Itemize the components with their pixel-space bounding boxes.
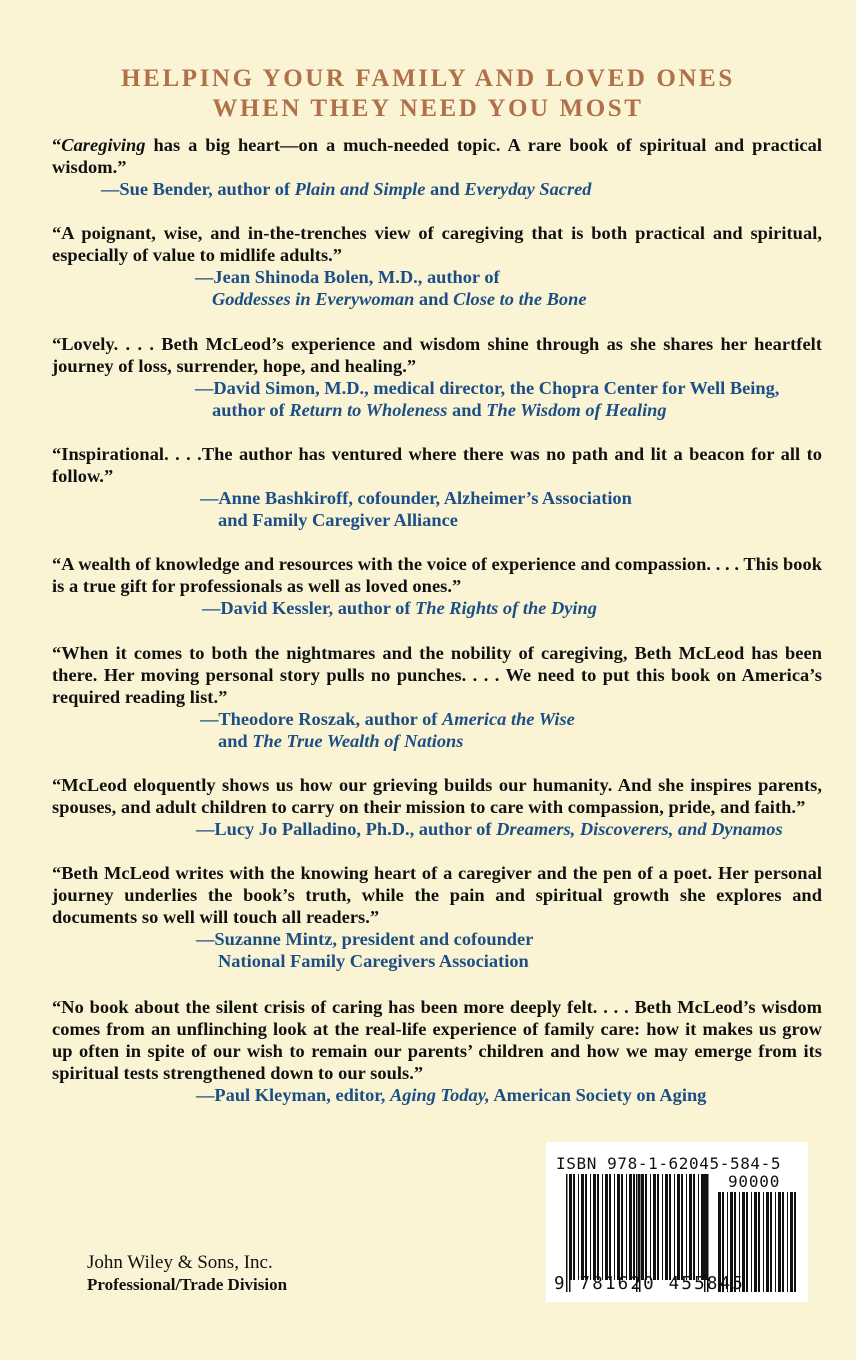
endorsement-quote: [52, 996, 822, 1106]
barcode-bar: [763, 1192, 764, 1292]
quote-attribution: —Paul Kleyman, editor, Aging Today, American Society on Aging: [196, 1085, 707, 1105]
quote-attribution: —Lucy Jo Palladino, Ph.D., author of Dreamers, Discoverers, and Dynamos: [196, 819, 783, 839]
publisher-name: John Wiley & Sons, Inc.: [87, 1252, 273, 1273]
headline-line-1: HELPING YOUR FAMILY AND LOVED ONES: [121, 65, 735, 92]
barcode-bar: [754, 1192, 757, 1292]
quote-attribution: —Theodore Roszak, author of America the Wise: [200, 709, 575, 729]
barcode-bar: [638, 1174, 639, 1280]
quote-attribution-line2: and Family Caregiver Alliance: [218, 510, 458, 530]
isbn-label: ISBN 978-1-62045-584-5: [556, 1154, 782, 1173]
quote-text: “Inspirational. . . .The author has ventured where there was no path and lit a beacon for all to follow.”: [52, 444, 822, 486]
barcode-bar: [794, 1192, 796, 1292]
quote-text: “No book about the silent crisis of caring has been more deeply felt. . . . Beth McLeod’s wisdom comes from an unflinching look at the real-life experience of family care: how it makes us grow up often in spite of our wish to remain our parents’ children and how we may emerge from its spiritual tests strengthened down to our souls.”: [52, 997, 822, 1083]
endorsement-quote: [52, 642, 822, 752]
quote-attribution-titles: author of Return to Wholeness and The Wisdom of Healing: [212, 400, 667, 420]
barcode-bar: [758, 1192, 760, 1292]
quote-attribution: —Suzanne Mintz, president and cofounder: [196, 929, 534, 949]
barcode-bar: [766, 1192, 769, 1292]
barcode-bar: [674, 1174, 675, 1280]
quote-text: “A poignant, wise, and in-the-trenches view of caregiving that is both practical and spiritual, especially of value to midlife adults.”: [52, 223, 822, 265]
quote-attribution: —Sue Bender, author of Plain and Simple and Everyday Sacred: [101, 179, 592, 199]
endorsement-quote: [52, 553, 822, 619]
quote-text: “McLeod eloquently shows us how our grieving builds our humanity. And she inspires parents, spouses, and adult children to carry on their mission to care with compassion, pride, and faith.”: [52, 775, 822, 817]
quote-text: “A wealth of knowledge and resources with the voice of experience and compassion. . . . This book is a true gift for professionals as well as loved ones.”: [52, 554, 822, 596]
ean-number: 9 781620 455845: [554, 1274, 746, 1294]
barcode-bar: [617, 1174, 620, 1280]
barcode-bar: [621, 1174, 623, 1280]
barcode-bar: [787, 1192, 788, 1292]
barcode-bar: [662, 1174, 663, 1280]
barcode-bar: [790, 1192, 793, 1292]
barcode-bar: [775, 1192, 776, 1292]
headline-line-2: WHEN THEY NEED YOU MOST: [212, 95, 644, 122]
endorsement-quote: [52, 443, 822, 531]
quote-text: “Lovely. . . . Beth McLeod’s experience and wisdom shine through as she shares her heartfelt journey of loss, surrender, hope, and healing.”: [52, 334, 822, 376]
barcode-bar: [581, 1174, 584, 1280]
endorsement-quote: [52, 333, 822, 421]
endorsement-quote: [52, 774, 822, 840]
quote-text: “Beth McLeod writes with the knowing heart of a caregiver and the pen of a poet. Her personal journey underlies the book’s truth, while the pain and spiritual growth she explores and documents so well will touch all readers.”: [52, 863, 822, 927]
barcode-bar: [602, 1174, 603, 1280]
publisher-division: Professional/Trade Division: [87, 1275, 288, 1294]
barcode-bar: [746, 1192, 748, 1292]
barcode-bar: [698, 1174, 699, 1280]
quote-attribution: —David Kessler, author of The Rights of the Dying: [202, 598, 597, 618]
barcode-bar: [641, 1174, 644, 1280]
barcode-bar: [665, 1174, 668, 1280]
barcode-bar: [701, 1174, 704, 1280]
quote-attribution: —Anne Bashkiroff, cofounder, Alzheimer’s Association: [200, 488, 632, 508]
quote-text: “Caregiving has a big heart—on a much-needed topic. A rare book of spiritual and practical wisdom.”: [52, 135, 822, 177]
quote-attribution-line2: National Family Caregivers Association: [218, 951, 529, 971]
barcode-bar: [650, 1174, 651, 1280]
quote-attribution: —Jean Shinoda Bolen, M.D., author of: [195, 267, 500, 287]
price-addon-number: 90000: [728, 1172, 781, 1191]
barcode-bar: [605, 1174, 608, 1280]
barcode-bar: [653, 1174, 656, 1280]
barcode-bar: [681, 1174, 683, 1280]
barcode-bar: [626, 1174, 627, 1280]
barcode-bar: [778, 1192, 781, 1292]
barcode-bar: [590, 1174, 591, 1280]
barcode-bar: [677, 1174, 680, 1280]
barcode-bar: [751, 1192, 752, 1292]
barcode-bar: [597, 1174, 599, 1280]
barcode-bar: [609, 1174, 611, 1280]
quote-attribution-titles: Goddesses in Everywoman and Close to the Bone: [212, 289, 587, 309]
barcode-bar: [585, 1174, 587, 1280]
barcode-bar: [782, 1192, 784, 1292]
barcode-bar: [633, 1174, 635, 1280]
endorsement-quote: [52, 222, 822, 310]
barcode-bar: [686, 1174, 687, 1280]
back-cover-headline: [0, 64, 856, 124]
barcode-bar: [573, 1174, 575, 1280]
book-title: Caregiving: [61, 135, 146, 155]
barcode-bar: [669, 1174, 671, 1280]
barcode-bar: [614, 1174, 615, 1280]
endorsement-quote: [52, 862, 822, 972]
barcode-bar: [578, 1174, 579, 1280]
barcode-bar: [593, 1174, 596, 1280]
quote-text: “When it comes to both the nightmares and the nobility of caregiving, Beth McLeod has been there. Her moving personal story pulls no punches. . . . We need to put this book on America’s required reading list.”: [52, 643, 822, 707]
publisher-imprint: [87, 1252, 287, 1296]
endorsement-quote: [52, 134, 822, 200]
isbn-barcode: [546, 1142, 808, 1302]
barcode-bar: [689, 1174, 692, 1280]
quote-attribution: —David Simon, M.D., medical director, the Chopra Center for Well Being,: [195, 378, 780, 398]
barcode-bar: [629, 1174, 632, 1280]
barcode-bar: [770, 1192, 772, 1292]
quote-attribution-titles: and The True Wealth of Nations: [218, 731, 464, 751]
barcode-bar: [657, 1174, 659, 1280]
barcode-bar: [693, 1174, 695, 1280]
barcode-bar: [645, 1174, 647, 1280]
